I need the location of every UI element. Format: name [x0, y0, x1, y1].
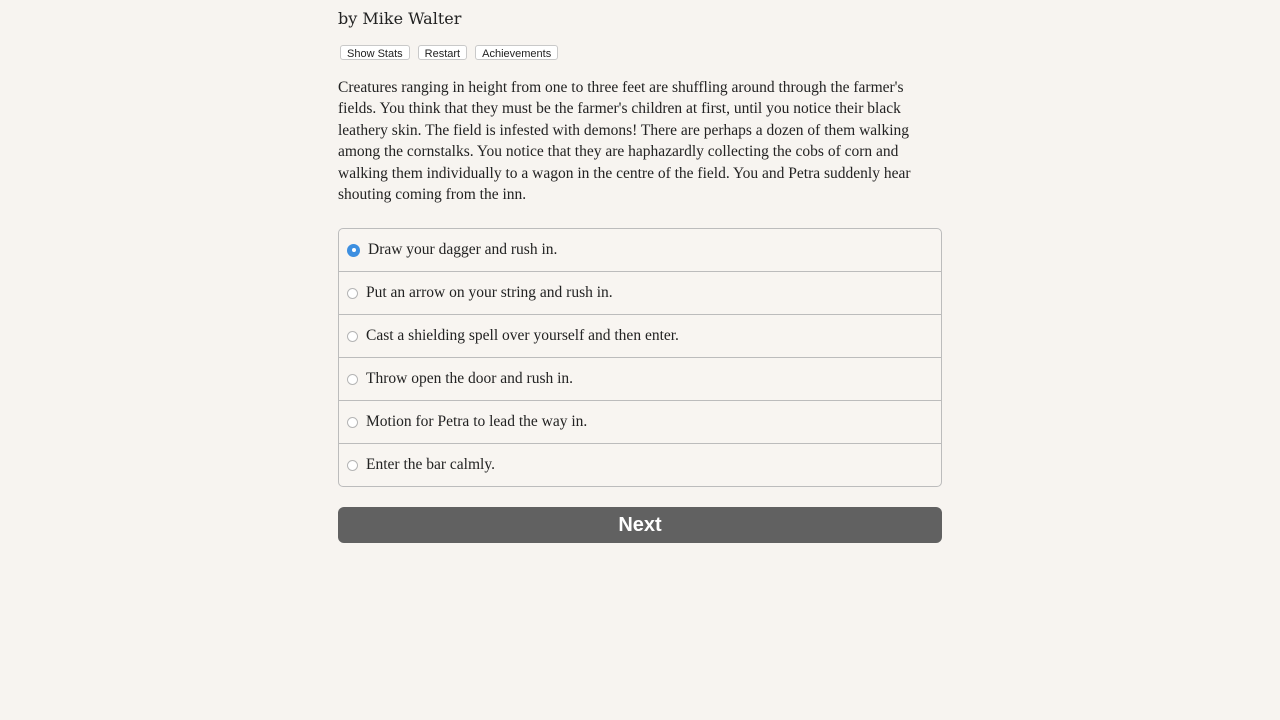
radio-button[interactable]: [347, 331, 358, 342]
choice-list: [338, 228, 942, 487]
choice-label: Enter the bar calmly.: [366, 456, 495, 473]
next-button[interactable]: Next: [338, 507, 942, 543]
choice-option[interactable]: [339, 358, 941, 401]
author-byline: by Mike Walter: [338, 9, 462, 28]
radio-button[interactable]: [347, 288, 358, 299]
choice-label: Put an arrow on your string and rush in.: [366, 284, 613, 301]
choice-option[interactable]: [339, 444, 941, 486]
show-stats-button[interactable]: Show Stats: [340, 45, 410, 60]
choice-label: Throw open the door and rush in.: [366, 370, 574, 387]
choice-option[interactable]: [339, 229, 941, 272]
choice-option[interactable]: [339, 401, 941, 444]
radio-button[interactable]: [347, 374, 358, 385]
story-text: Creatures ranging in height from one to three feet are shuffling around through the farmer's fields. You think that they must be the farmer's children at first, until you notice their black leathery skin. The field is infested with demons! There are perhaps a dozen of them walking among the cornstalks. You notice that they are haphazardly collecting the cobs of corn and walking them individually to a wagon in the centre of the field. You and Petra suddenly hear shouting coming from the inn.: [338, 79, 911, 204]
radio-button[interactable]: [347, 244, 360, 257]
radio-button[interactable]: [347, 417, 358, 428]
choice-option[interactable]: [339, 315, 941, 358]
choice-option[interactable]: [339, 272, 941, 315]
restart-button[interactable]: Restart: [418, 45, 467, 60]
choice-label: Motion for Petra to lead the way in.: [366, 413, 588, 430]
radio-button[interactable]: [347, 460, 358, 471]
toolbar: [340, 45, 558, 60]
achievements-button[interactable]: Achievements: [475, 45, 558, 60]
choice-label: Cast a shielding spell over yourself and then enter.: [366, 327, 679, 344]
choice-label: Draw your dagger and rush in.: [368, 241, 558, 258]
